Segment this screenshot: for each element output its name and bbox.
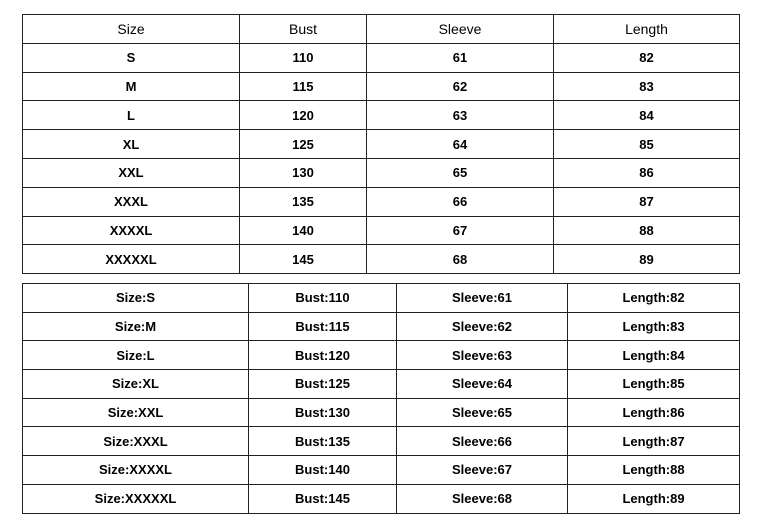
cell-sleeve: Sleeve:65	[397, 398, 568, 427]
cell-bust: Bust:125	[249, 370, 397, 399]
cell-length: 85	[554, 130, 740, 159]
size-table-numeric	[22, 14, 740, 274]
cell-sleeve: Sleeve:62	[397, 312, 568, 341]
cell-size: XXL	[23, 158, 240, 187]
cell-length: 84	[554, 101, 740, 130]
cell-length: Length:88	[568, 456, 740, 485]
cell-size: Size:XL	[23, 370, 249, 399]
cell-bust: Bust:140	[249, 456, 397, 485]
cell-bust: 140	[240, 216, 367, 245]
header-length: Length	[554, 15, 740, 44]
table-row	[23, 484, 740, 513]
cell-length: 89	[554, 245, 740, 274]
cell-bust: 115	[240, 72, 367, 101]
cell-sleeve: Sleeve:67	[397, 456, 568, 485]
cell-size: S	[23, 43, 240, 72]
cell-bust: 135	[240, 187, 367, 216]
cell-length: Length:86	[568, 398, 740, 427]
cell-length: 88	[554, 216, 740, 245]
cell-bust: Bust:135	[249, 427, 397, 456]
cell-length: 82	[554, 43, 740, 72]
cell-size: Size:XXL	[23, 398, 249, 427]
cell-length: Length:82	[568, 284, 740, 313]
cell-bust: Bust:130	[249, 398, 397, 427]
cell-size: XL	[23, 130, 240, 159]
cell-length: 86	[554, 158, 740, 187]
table-row	[23, 370, 740, 399]
cell-size: M	[23, 72, 240, 101]
table-row	[23, 216, 740, 245]
cell-bust: 130	[240, 158, 367, 187]
cell-length: Length:87	[568, 427, 740, 456]
cell-sleeve: 68	[367, 245, 554, 274]
cell-bust: Bust:145	[249, 484, 397, 513]
cell-size: Size:XXXXXL	[23, 484, 249, 513]
cell-bust: 120	[240, 101, 367, 130]
size-table-labeled	[22, 283, 740, 514]
cell-sleeve: 67	[367, 216, 554, 245]
table-row	[23, 130, 740, 159]
cell-size: Size:XXXL	[23, 427, 249, 456]
header-bust: Bust	[240, 15, 367, 44]
header-sleeve: Sleeve	[367, 15, 554, 44]
cell-sleeve: Sleeve:68	[397, 484, 568, 513]
cell-sleeve: Sleeve:63	[397, 341, 568, 370]
table-row	[23, 158, 740, 187]
table-row	[23, 398, 740, 427]
table-row	[23, 312, 740, 341]
cell-length: 83	[554, 72, 740, 101]
table-row	[23, 341, 740, 370]
cell-length: 87	[554, 187, 740, 216]
cell-length: Length:85	[568, 370, 740, 399]
cell-bust: 110	[240, 43, 367, 72]
cell-length: Length:83	[568, 312, 740, 341]
table-row	[23, 427, 740, 456]
cell-length: Length:89	[568, 484, 740, 513]
cell-size: Size:M	[23, 312, 249, 341]
cell-length: Length:84	[568, 341, 740, 370]
cell-sleeve: 63	[367, 101, 554, 130]
cell-sleeve: 64	[367, 130, 554, 159]
cell-sleeve: 62	[367, 72, 554, 101]
cell-bust: Bust:120	[249, 341, 397, 370]
cell-bust: Bust:110	[249, 284, 397, 313]
cell-size: XXXL	[23, 187, 240, 216]
cell-size: XXXXL	[23, 216, 240, 245]
cell-sleeve: 66	[367, 187, 554, 216]
cell-size: Size:L	[23, 341, 249, 370]
cell-sleeve: Sleeve:66	[397, 427, 568, 456]
cell-sleeve: Sleeve:64	[397, 370, 568, 399]
table-row	[23, 284, 740, 313]
table-row	[23, 72, 740, 101]
table-header-row	[23, 15, 740, 44]
cell-size: Size:S	[23, 284, 249, 313]
header-size: Size	[23, 15, 240, 44]
cell-sleeve: Sleeve:61	[397, 284, 568, 313]
table-row	[23, 456, 740, 485]
table-row	[23, 245, 740, 274]
cell-size: XXXXXL	[23, 245, 240, 274]
table-row	[23, 43, 740, 72]
cell-bust: Bust:115	[249, 312, 397, 341]
cell-bust: 145	[240, 245, 367, 274]
table-row	[23, 101, 740, 130]
table-row	[23, 187, 740, 216]
cell-sleeve: 65	[367, 158, 554, 187]
cell-bust: 125	[240, 130, 367, 159]
cell-size: L	[23, 101, 240, 130]
cell-size: Size:XXXXL	[23, 456, 249, 485]
cell-sleeve: 61	[367, 43, 554, 72]
